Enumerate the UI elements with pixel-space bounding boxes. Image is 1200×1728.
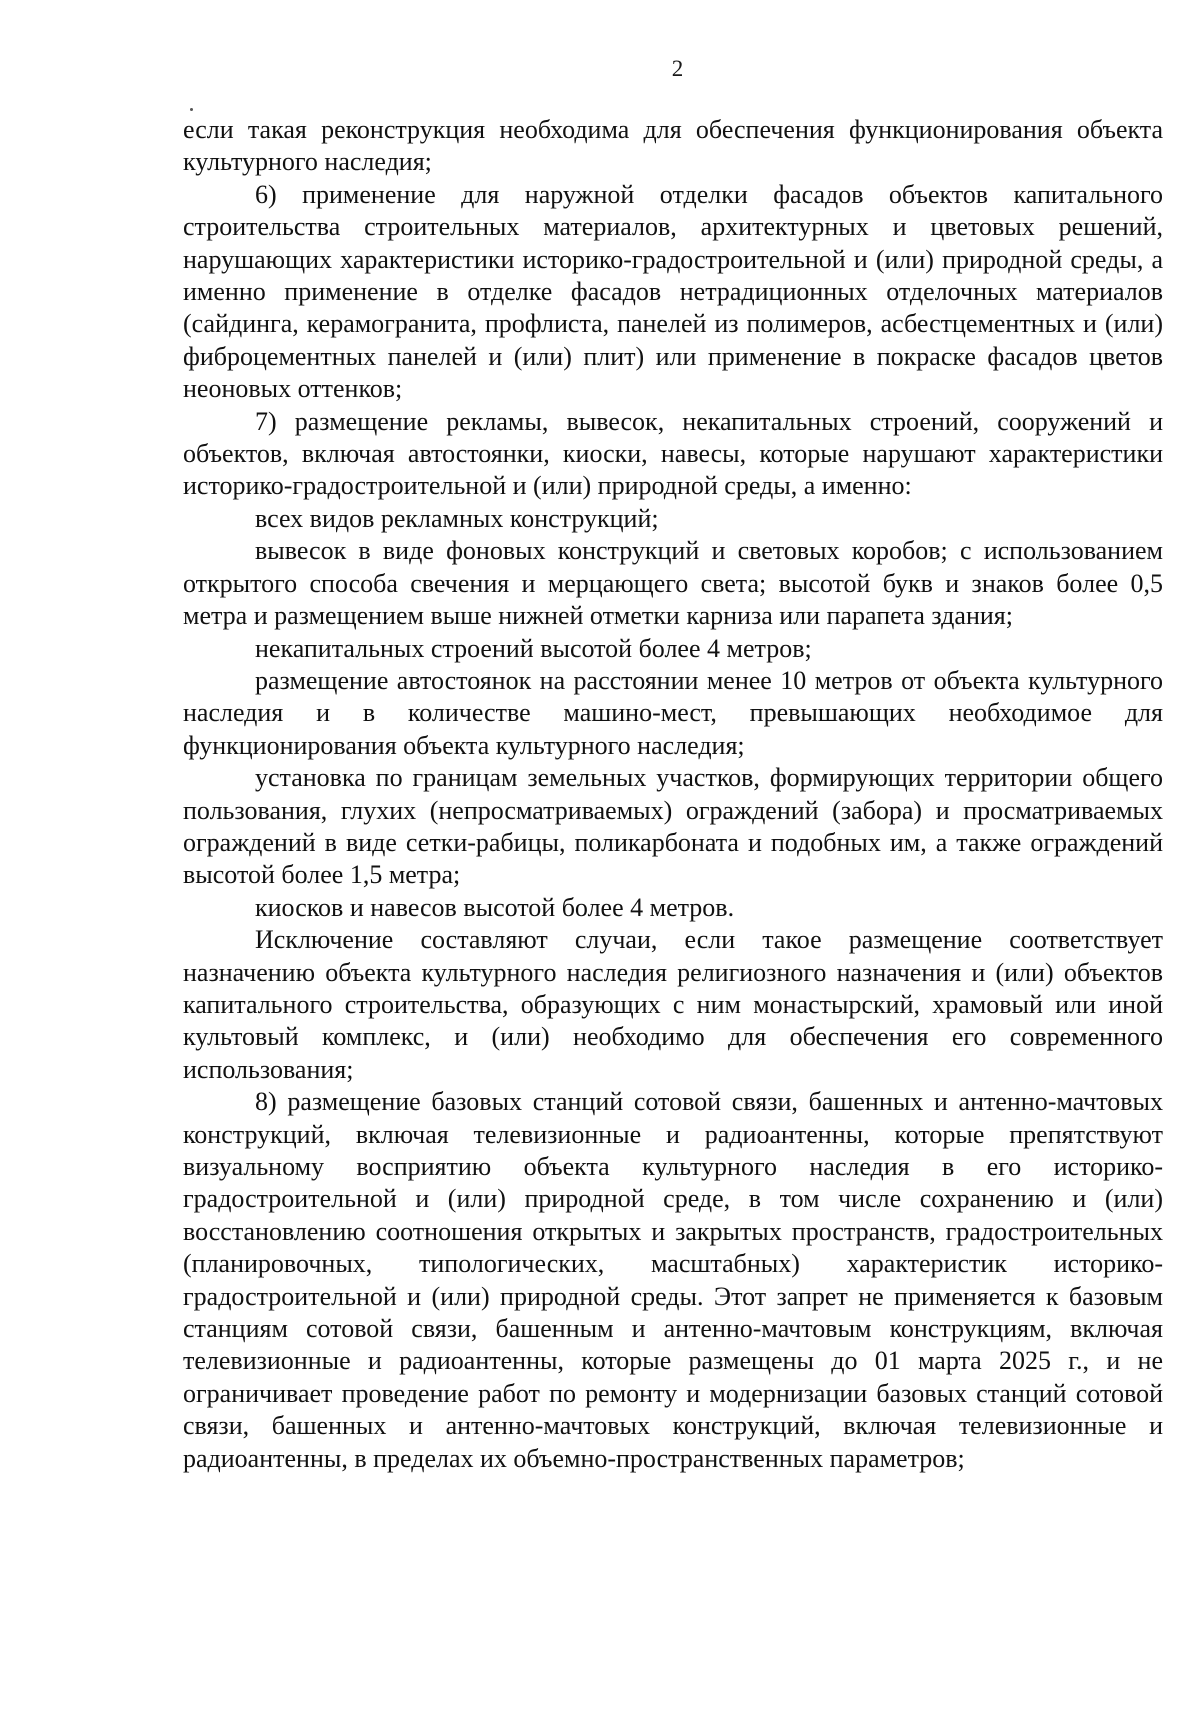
paragraph-advertising: всех видов рекламных конструкций; [255,503,659,533]
paragraph-exception: Исключение составляют случаи, если такое размещение соответствует назначению объекта культурного наследия религиозного назначения и (или) объектов капитального строительства, образующих с ним монастырский, храмовый или иной культовый комплекс, и (или) необходимо для обеспечения его современного использования; [183,925,1163,1084]
document-body [183,114,1163,1475]
paragraph-item-7: 7) размещение рекламы, вывесок, некапитальных строений, сооружений и объектов, включая автостоянки, киоски, навесы, которые нарушают характеристики историко-градостроительной и (или) природной среды, а именно: [183,406,1163,501]
paragraph-item-6: 6) применение для наружной отделки фасадов объектов капитального строительства строительных материалов, архитектурных и цветовых решений, нарушающих характеристики историко-градостроительной и (или) природной среды, а именно применение в отделке фасадов нетрадиционных отделочных материалов (сайдинга, керамогранита, профлиста, панелей из полимеров, асбестцементных и (или) фиброцементных панелей и (или) плит) или применение в покраске фасадов цветов неоновых оттенков; [183,179,1163,404]
page-number: 2 [671,56,684,81]
paragraph-continuation: если такая реконструкция необходима для обеспечения функционирования объекта культурного наследия; [183,115,1163,177]
paragraph-item-8: 8) размещение базовых станций сотовой связи, башенных и антенно-мачтовых конструкций, включая телевизионные и радиоантенны, которые препятствуют визуальному восприятию объекта культурного наследия в его историко-градостроительной и (или) природной среде, в том числе сохранению и (или) восстановлению соотношения открытых и закрытых пространств, градостроительных (планировочных, типологических, масштабных) характеристик историко-градостроительной и (или) природной среды. Этот запрет не применяется к базовым станциям сотовой связи, башенным и антенно-мачтовым конструкциям, включая телевизионные и радиоантенны, которые размещены до 01 марта 2025 г., и не ограничивает проведение работ по ремонту и модернизации базовых станций сотовой связи, башенных и антенно-мачтовых конструкций, включая телевизионные и радиоантенны, в пределах их объемно-пространственных параметров; [183,1087,1163,1473]
paragraph-kiosks: киосков и навесов высотой более 4 метров. [255,892,735,922]
paragraph-non-capital-structures: некапитальных строений высотой более 4 метров; [255,633,812,663]
scan-speck [190,108,193,111]
paragraph-parking: размещение автостоянок на расстоянии менее 10 метров от объекта культурного наследия и в количестве машино-мест, превышающих необходимое для функционирования объекта культурного наследия; [183,665,1163,760]
paragraph-signs: вывесок в виде фоновых конструкций и световых коробов; с использованием открытого способа свечения и мерцающего света; высотой букв и знаков более 0,5 метра и размещением выше нижней отметки карниза или парапета здания; [183,536,1163,631]
paragraph-fences: установка по границам земельных участков, формирующих территории общего пользования, глухих (непросматриваемых) ограждений (забора) и просматриваемых ограждений в виде сетки-рабицы, поликарбоната и подобных им, а также ограждений высотой более 1,5 метра; [183,763,1163,890]
